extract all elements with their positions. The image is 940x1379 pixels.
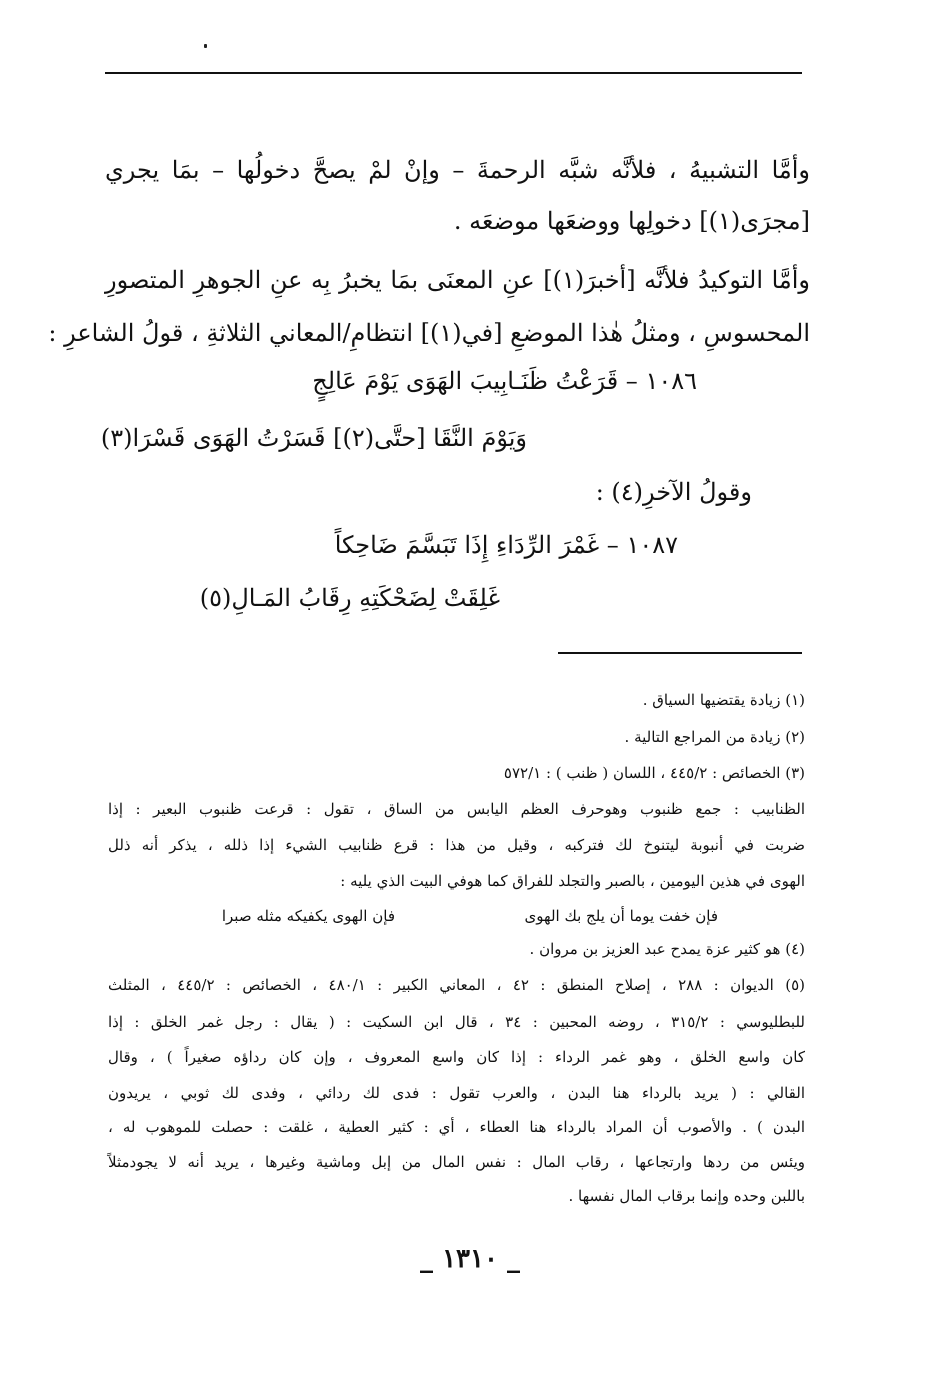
footnote-5-line-7: باللبن وحده وإنما برقاب المال نفسها . [568,1187,805,1205]
footnote-5-line-6: ويئس من ردها وارتجاعها ، رقاب المال : نفس المال من إبل وماشية وغيرها ، يريد أنه لا يجودمثلاً [108,1153,805,1171]
body-line-3: وأمَّا التوكيدُ فلأنَّه [أخبرَ(١)] عنِ المعنَى بمَا يخبرُ بِه عنِ الجوهرِ المتصورِ [105,266,810,294]
ink-mark [204,44,207,48]
body-line-4: المحسوسِ ، ومثلُ هٰذا الموضعِ [في(١)] انتظامِ/المعاني الثلاثةِ ، قولُ الشاعرِ : [48,319,810,347]
footnote-2: (٢) زيادة من المراجع التالية . [624,728,805,746]
footnote-3-verse-right: فإن خفت يوما أن يلج بك الهوى [524,907,718,925]
header-rule [105,72,802,74]
body-line-2: [مجرَى(١)] دخولِها ووضعَها موضعَه . [453,207,810,235]
footnote-3-line-3: الهوى في هذين اليومين ، بالصبر والتجلد للفراق كما هوفي البيت الذي يليه : [340,872,805,890]
footnote-5-line-2: للبطليوسي : ٣١٥/٢ ، روضه المحبين : ٣٤ ، قال ابن السكيت : ( يقال : رجل غمر الخلق : إذا [108,1013,805,1031]
footnote-5-line-3: كان واسع الخلق ، وهو غمر الرداء : إذا كان واسع المعروف ، وإن كان رداؤه صغيراً ) ، وقال [108,1048,805,1066]
verse-1087-first-hemistich: ١٠٨٧ – غَمْرَ الرِّدَاءِ إِذَا تَبَسَّمَ ضَاحِكاً [334,531,678,559]
verse-1087-second-hemistich: غَلِقَتْ لِضَحْكَتِهِ رِقَابُ المَـالِ(٥) [199,584,500,612]
footnote-4: (٤) هو كثير عزة يمدح عبد العزيز بن مروان . [529,940,805,958]
footnote-5-line-5: البدن ) . والأصوب أن المراد بالرداء هنا العطاء ، أي : كثير العطية ، غلقت : حصلت للموهوب له ، [108,1118,805,1136]
footnote-3-line-2: ضربت في أنبوبة ليتنوخ لك فتركبه ، وقيل من هذا : قرع ظنابيب الشيء إذا ذلله ، يذكر أنه ذلل [108,836,805,854]
footnote-5-line-1: (٥) الديوان : ٢٨٨ ، إصلاح المنطق : ٤٢ ، المعاني الكبير : ٤٨٠/١ ، الخصائص : ٤٤٥/٢ ، المثلث [108,976,805,994]
footnote-rule [558,652,802,654]
body-line-1: وأمَّا التشبيهُ ، فلأنَّه شبَّه الرحمةَ – وإنْ لمْ يصحَّ دخولُها – بمَا يجري [105,156,810,184]
footnote-1: (١) زيادة يقتضيها السياق . [642,691,805,709]
page-number: _ ١٣١٠ _ [420,1244,520,1274]
second-poet-intro: وقولُ الآخرِ(٤) : [595,478,752,506]
footnote-3: (٣) الخصائص : ٤٤٥/٢ ، اللسان ( ظنب ) : ٥٧٢/١ [503,764,805,782]
verse-1086-second-hemistich: وَيَوْمَ النَّقَا [حتَّى(٢)] قَسَرْتُ الهَوَى قَسْرَا(٣) [100,424,527,452]
footnote-3-verse-left: فإن الهوى يكفيكه مثله صبرا [221,907,395,925]
footnote-5-line-4: القالي : ( يريد بالرداء هنا البدن ، والعرب تقول : فدى لك ردائي ، وفدى لك ثوبي ، يريدون [108,1084,805,1102]
footnote-3-line-1: الظنابيب : جمع ظنبوب وهوحرف العظم اليابس من الساق ، تقول : قرعت ظنبوب البعير : إذا [108,800,805,818]
verse-1086-first-hemistich: ١٠٨٦ – قَرَعْتُ ظَنَـابِيبَ الهَوَى يَوْمَ عَالِجٍ [312,367,697,395]
